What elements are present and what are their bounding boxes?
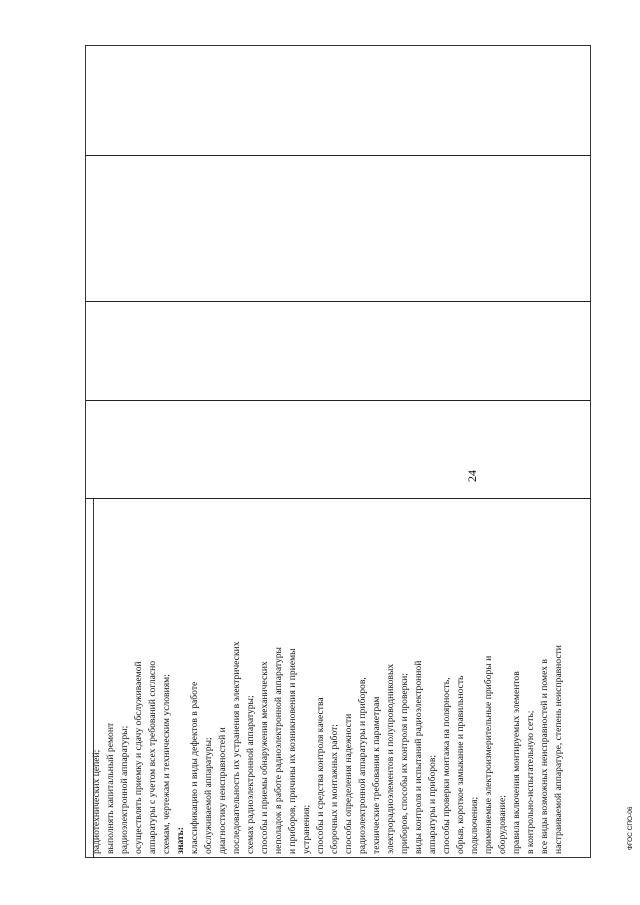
text-line: осуществлять приемку и сдачу обслуживаемой [133, 661, 144, 854]
text-line: способы определения надежности [343, 713, 354, 854]
text-line: диагностику неисправностей и [217, 727, 228, 854]
text-line: приборов, способы их контроля и проверки; [399, 673, 410, 854]
text-line: радиоэлектронной аппаратуры и приборов, [357, 677, 368, 854]
text-line: обрыв, короткое замыкание и правильность [455, 675, 466, 854]
text-line: аппаратуры и приборов; [427, 754, 438, 854]
text-line: и приборов, причины их возникновения и приемы [287, 648, 298, 854]
text-line: применяемые электроизмерительные приборы и [483, 655, 494, 854]
text-line: технические требования к параметрам [371, 696, 382, 854]
text-line: устранения; [301, 804, 312, 854]
text-line: виды контроля и испытаний радиоэлектронной [413, 660, 424, 854]
text-line: электрорадиоэлементов и полупроводниковых [385, 663, 396, 854]
text-line: настраиваемой аппаратуре, степень неисправности [553, 645, 564, 854]
text-line: схемам, чертежам и техническим условиям; [161, 674, 172, 854]
text-line: радиотехнических цепей; [91, 749, 102, 854]
competency-text-column [91, 641, 564, 854]
text-line: все виды возможных неисправностей и помех в [539, 659, 550, 854]
text-line: способы проверки монтажа на полярность, [441, 677, 452, 854]
text-line: способы и приемы обнаружения механических [259, 661, 270, 854]
footer-code: ФГОС СПО-06 [627, 806, 634, 850]
text-line: сборочных и монтажных работ; [329, 724, 340, 854]
text-line: схемах радиоэлектронной аппаратуры; [245, 695, 256, 854]
text-line: знать: [175, 827, 186, 854]
text-line: радиоэлектронной аппаратуры; [119, 725, 130, 854]
page-number: 24 [465, 470, 479, 482]
text-line: способы и средства контроля качества [315, 697, 326, 854]
text-line: аппаратуры с учетом всех требований согласно [147, 660, 158, 854]
text-line: последовательность их устранения в электрических [231, 641, 242, 854]
text-line: обслуживаемой аппаратуры; [203, 737, 214, 854]
text-line: подключения; [469, 796, 480, 854]
text-line: оборудование; [497, 795, 508, 854]
text-line: классификацию и виды дефектов в работе [189, 681, 200, 854]
text-line: выполнять капитальный ремонт [105, 722, 116, 854]
text-line: правила включения монтируемых элементов [511, 671, 522, 854]
text-line: неполадок в работе радиоэлектронной аппаратуры [273, 647, 284, 854]
text-line: в контрольно-испытательную сеть; [525, 710, 536, 854]
